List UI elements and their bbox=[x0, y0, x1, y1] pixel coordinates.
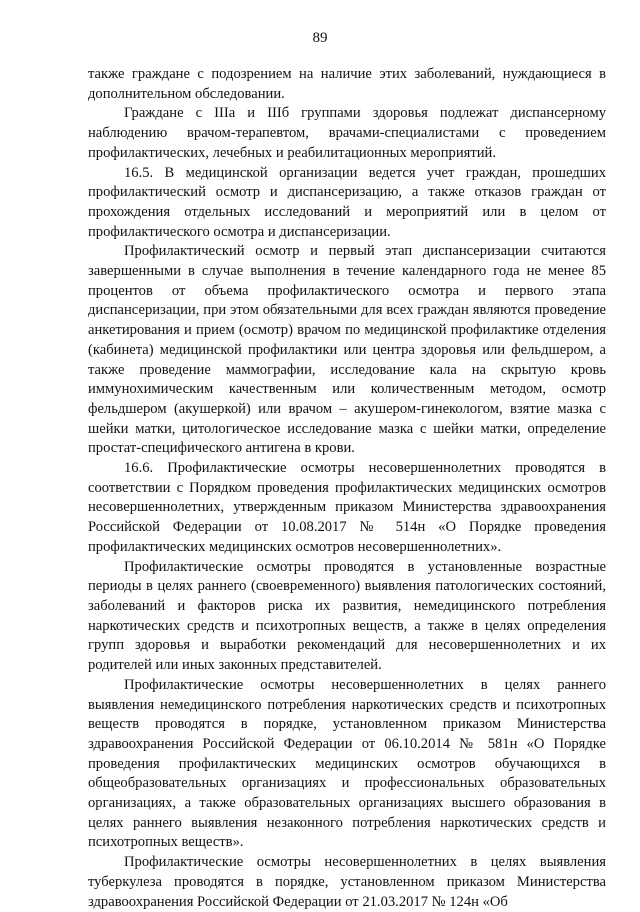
paragraph-3: 16.5. В медицинской организации ведется учет граждан, прошедших профилактический осмотр и диспансеризацию, а также отказов граждан от прохождения отдельных исследований и мероприятий или в целом от профилактического осмотра и диспансеризации. bbox=[88, 164, 606, 240]
paragraph-8: Профилактические осмотры несовершеннолетних в целях выявления туберкулеза проводятся в порядке, установленном приказом Министерства здравоохранения Российской Федерации от 21.03.2017 № 124н «Об bbox=[88, 854, 606, 910]
document-body bbox=[88, 65, 606, 912]
paragraph-4: Профилактический осмотр и первый этап диспансеризации считаются завершенными в случае выполнения в течение календарного года не менее 85 процентов от объема профилактического осмотра и первого этапа диспансеризации, при этом обязательными для всех граждан являются проведение анкетирования и прием (осмотр) врачом по медицинской профилактике отделения (кабинета) медицинской профилактики или центра здоровья или фельдшером, а также проведение маммографии, исследование кала на скрытую кровь иммунохимическим качественным или количественным методом, осмотр фельдшером (акушеркой) или врачом – акушером-гинекологом, взятие мазка с шейки матки, цитологическое исследование мазка с шейки матки, определение простат-специфического антигена в крови. bbox=[88, 243, 606, 457]
paragraph-5: 16.6. Профилактические осмотры несовершеннолетних проводятся в соответствии с Порядком проведения профилактических медицинских осмотров несовершеннолетних, утвержденным приказом Министерства здравоохранения Российской Федерации от 10.08.2017 № 514н «О Порядке проведения профилактических медицинских осмотров несовершеннолетних». bbox=[88, 460, 606, 555]
paragraph-7: Профилактические осмотры несовершеннолетних в целях раннего выявления немедицинского потребления наркотических средств и психотропных веществ проводятся в порядке, установленном приказом Министерства здравоохранения Российской Федерации от 06.10.2014 № 581н «О Порядке проведения профилактических медицинских осмотров обучающихся в общеобразовательных организациях и профессиональных образовательных организациях, а также образовательных организациях высшего образования в целях раннего выявления незаконного потребления наркотических средств и психотропных веществ». bbox=[88, 676, 606, 851]
page-number: 89 bbox=[312, 30, 328, 46]
paragraph-6: Профилактические осмотры проводятся в установленные возрастные периоды в целях раннего (своевременного) выявления патологических состояний, заболеваний и факторов риска их развития, немедицинского потребления наркотических средств и психотропных веществ, а также в целях определения групп здоровья и выработки рекомендаций для несовершеннолетних и их родителей или иных законных представителей. bbox=[88, 558, 606, 674]
paragraph-2: Граждане с IIIа и IIIб группами здоровья подлежат диспансерному наблюдению врачом-терапевтом, врачами-специалистами с проведением профилактических, лечебных и реабилитационных мероприятий. bbox=[88, 105, 606, 161]
paragraph-1: также граждане с подозрением на наличие этих заболеваний, нуждающиеся в дополнительном обследовании. bbox=[88, 66, 606, 102]
